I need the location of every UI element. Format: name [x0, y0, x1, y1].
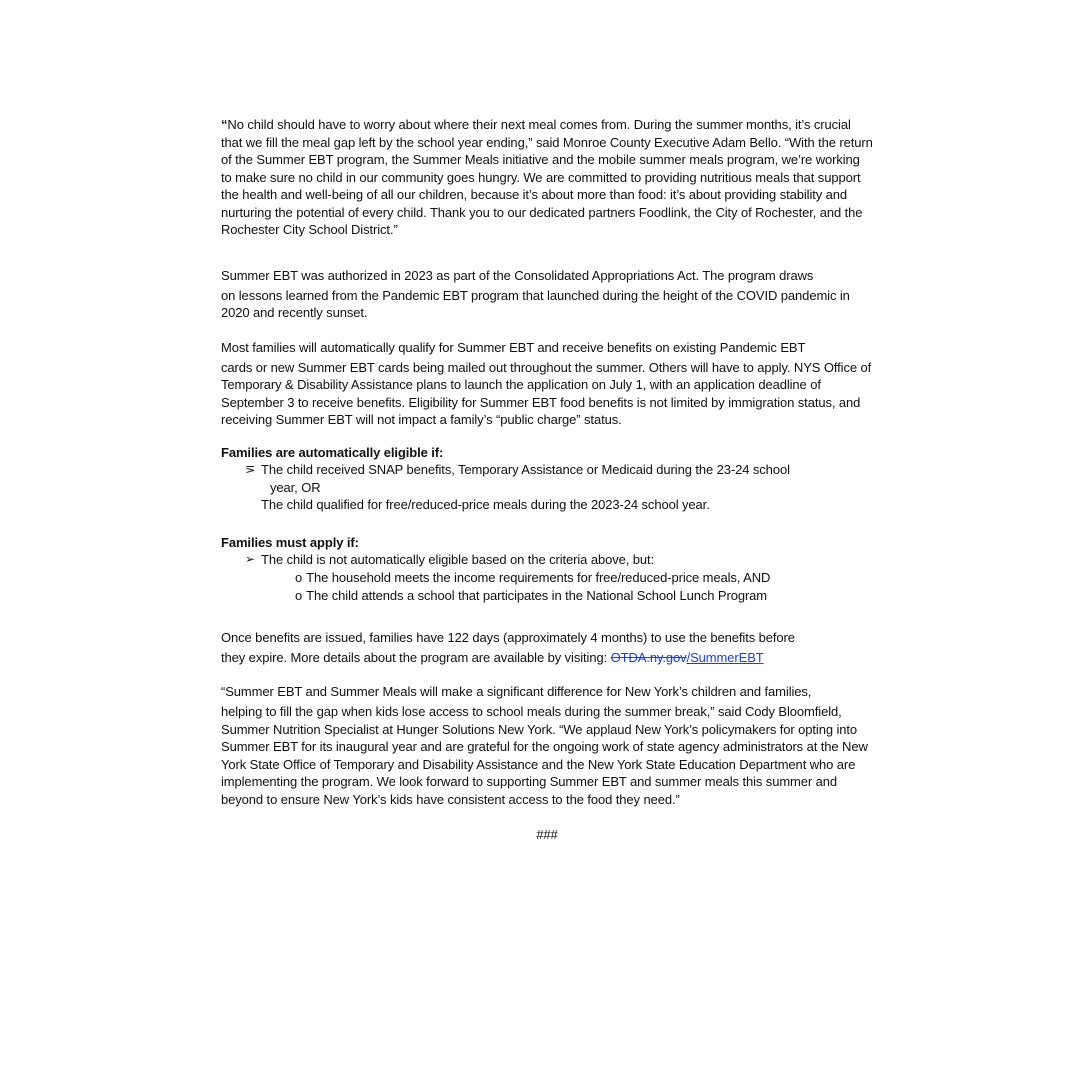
summer-ebt-link-path[interactable]: /SummerEBT [686, 649, 764, 665]
summer-ebt-link-domain[interactable]: OTDA.ny.gov [610, 649, 687, 665]
authorization-rest: on lessons learned from the Pandemic EBT program that launched during the height of the COVID pandemic in 2020 and recently sunset. [221, 287, 850, 320]
sub-list-item-text: The household meets the income requirements for free/reduced-price meals, AND [306, 569, 771, 585]
auto-eligible-heading: Families are automatically eligible if: [221, 444, 444, 460]
qualification-paragraph [221, 337, 873, 429]
auto-eligible-bullet-line2: year, OR [270, 479, 321, 495]
auto-eligible-bullet [221, 461, 873, 496]
benefits-issued-rest: they expire. More details about the program are available by visiting: [221, 649, 611, 665]
end-mark: ### [536, 827, 558, 842]
sub-bullet-marker: o [295, 569, 303, 585]
sub-list-item [221, 587, 873, 605]
auto-eligible-item2: The child qualified for free/reduced-price meals during the 2023-24 school year. [261, 497, 710, 512]
bullet-arrow-icon: ➢ [245, 552, 255, 566]
benefits-issued-first-line: Once benefits are issued, families have 122 days (approximately 4 months) to use the benefits before [221, 629, 795, 645]
qualification-rest: cards or new Summer EBT cards being mailed out throughout the summer. Others will have to apply. NYS Office of Temporary & Disability Assistance plans to launch the application on July 1, with an application deadline of September 3 to receive benefits. Eligibility for Summer EBT food benefits is not limited by immigration status, and receiving Summer EBT will not impact a family’s “public charge” status. [221, 359, 872, 427]
benefits-issued-paragraph [221, 627, 873, 667]
authorization-first-line: Summer EBT was authorized in 2023 as part of the Consolidated Appropriations Act. The program draws [221, 267, 814, 283]
must-apply-section [221, 534, 873, 605]
quote-bello-text: No child should have to worry about where their next meal comes from. During the summer months, it’s crucial that we fill the meal gap left by the school year ending,” said Monroe County Executive Adam Bello. “With the return of the Summer EBT program, the Summer Meals initiative and the mobile summer meals program, we’re working to make sure no child in our community goes hungry. We are committed to providing nutritious meals that support the health and well-being of all our children, because it’s about more than food: it’s about providing stability and nurturing the potential of every child. Thank you to our dedicated partners Foodlink, the City of Rochester, and the Rochester City School District.” [221, 117, 873, 237]
sub-list-item-text: The child attends a school that participates in the National School Lunch Program [306, 587, 768, 603]
authorization-paragraph [221, 265, 873, 322]
sub-bullet-marker: o [295, 587, 303, 603]
document-page [221, 116, 873, 844]
summer-ebt-link[interactable] [611, 650, 764, 665]
quote-bloomfield-first-line: “Summer EBT and Summer Meals will make a significant difference for New York’s children and families, [221, 684, 812, 699]
must-apply-heading: Families must apply if: [221, 534, 359, 550]
qualification-first-line: Most families will automatically qualify for Summer EBT and receive benefits on existing Pandemic EBT [221, 339, 806, 355]
quote-bloomfield [221, 681, 873, 808]
auto-eligible-bullet-line1: The child received SNAP benefits, Temporary Assistance or Medicaid during the 23-24 school [261, 462, 790, 477]
bullet-arrow-icon: ⋝ [245, 462, 255, 476]
quote-bloomfield-rest: helping to fill the gap when kids lose access to school meals during the summer break,” said Cody Bloomfield, Summer Nutrition Specialist at Hunger Solutions New York. “We applaud New York’s policymakers for opting into Summer EBT for its inaugural year and are grateful for the ongoing work of state agency administrators at the New York State Office of Temporary and Disability Assistance and the New York State Education Department who are implementing the program. We look forward to supporting Summer EBT and summer meals this summer and beyond to ensure New York’s kids have consistent access to the food they need.” [221, 704, 868, 807]
must-apply-bullet [221, 551, 873, 569]
quote-bello [221, 116, 873, 239]
quote-open-mark: “ [221, 117, 228, 132]
sub-list-item [221, 569, 873, 587]
auto-eligible-section [221, 444, 873, 514]
must-apply-bullet-text: The child is not automatically eligible based on the criteria above, but: [261, 552, 655, 567]
